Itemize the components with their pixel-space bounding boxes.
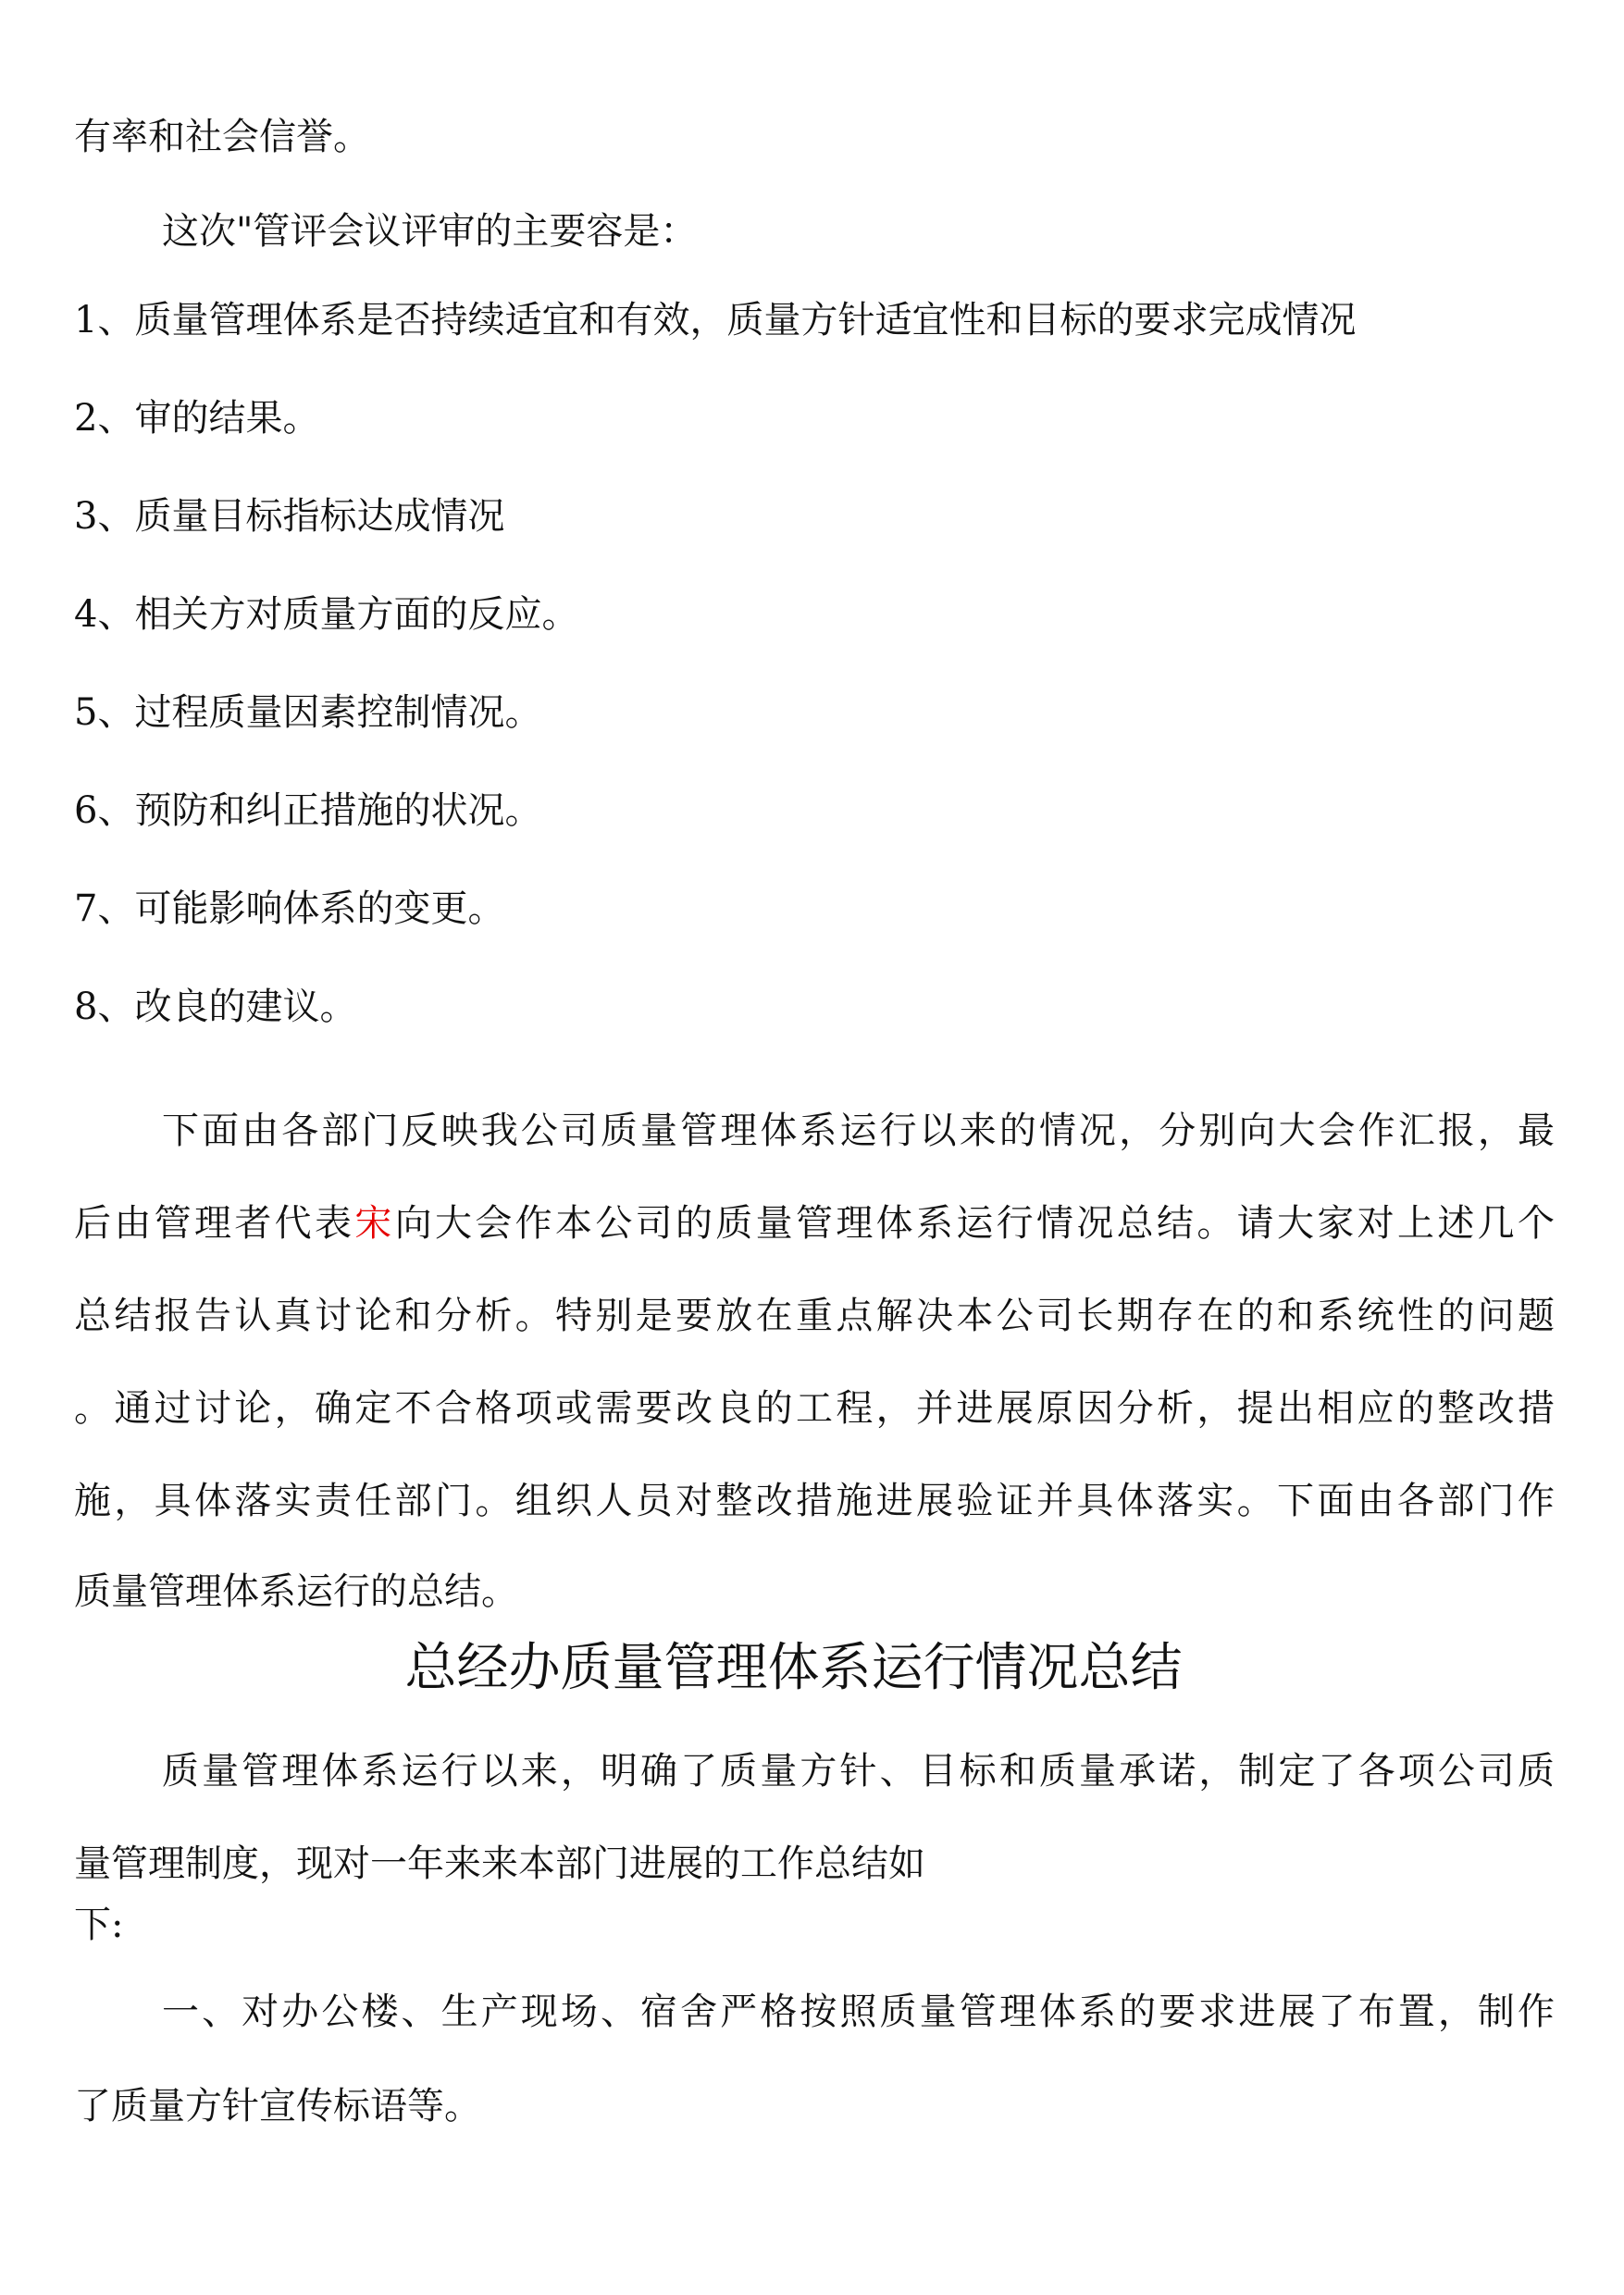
paragraph1-line-3: 总结报告认真讨论和分析。特别是要放在重点解决本公司长期存在的和系统性的问题 (74, 1295, 1555, 1337)
paragraph1-line-1: 下面由各部门反映我公司质量管理体系运行以来的情况，分别向大会作汇报，最 (162, 1110, 1555, 1152)
paragraph2-line-2: 量管理制度，现对一年来来本部门进展的工作总结如 (74, 1842, 925, 1885)
paragraph1-line-2-post: 向大会作本公司的质量管理体系运行情况总结。请大家对上述几个 (394, 1202, 1556, 1245)
paragraph2-line-1: 质量管理体系运行以来，明确了质量方针、目标和质量承诺，制定了各项公司质 (162, 1750, 1555, 1793)
agenda-item-6: 6、预防和纠正措施的状况。 (74, 789, 542, 832)
agenda-item-4: 4、相关方对质量方面的反应。 (74, 593, 579, 636)
paragraph1-line-4: 。通过讨论，确定不合格项或需要改良的工程，并进展原因分析，提出相应的整改措 (74, 1387, 1555, 1430)
agenda-item-3: 3、质量目标指标达成情况 (74, 495, 505, 538)
agenda-heading: 这次"管评会议评审的主要容是： (162, 210, 698, 253)
representative-name: 宋 (354, 1202, 395, 1245)
agenda-item-2: 2、审的结果。 (74, 397, 320, 440)
agenda-item-1: 1、质量管理体系是否持续适宜和有效，质量方针适宜性和目标的要求完成情况 (74, 299, 1357, 341)
paragraph3-line-2: 了质量方针宣传标语等。 (74, 2085, 481, 2128)
agenda-item-8: 8、改良的建议。 (74, 986, 357, 1028)
intro-line: 有率和社会信誉。 (74, 116, 370, 158)
paragraph1-line-2 (74, 1197, 1555, 1249)
agenda-item-5: 5、过程质量因素控制情况。 (74, 691, 542, 734)
paragraph1-line-5: 施，具体落实责任部门。组织人员对整改措施进展验证并具体落实。下面由各部门作 (74, 1480, 1555, 1522)
paragraph2-line-3: 下: (74, 1904, 124, 1946)
paragraph1-line-2-pre: 后由管理者代表 (74, 1202, 355, 1245)
paragraph1-line-6: 质量管理体系运行的总结。 (74, 1570, 518, 1613)
agenda-item-7: 7、可能影响体系的变更。 (74, 887, 505, 930)
section-title: 总经办质量管理体系运行情况总结 (404, 1638, 1183, 1698)
paragraph3-line-1: 一、对办公楼、生产现场、宿舍严格按照质量管理体系的要求进展了布置，制作 (162, 1991, 1555, 2033)
